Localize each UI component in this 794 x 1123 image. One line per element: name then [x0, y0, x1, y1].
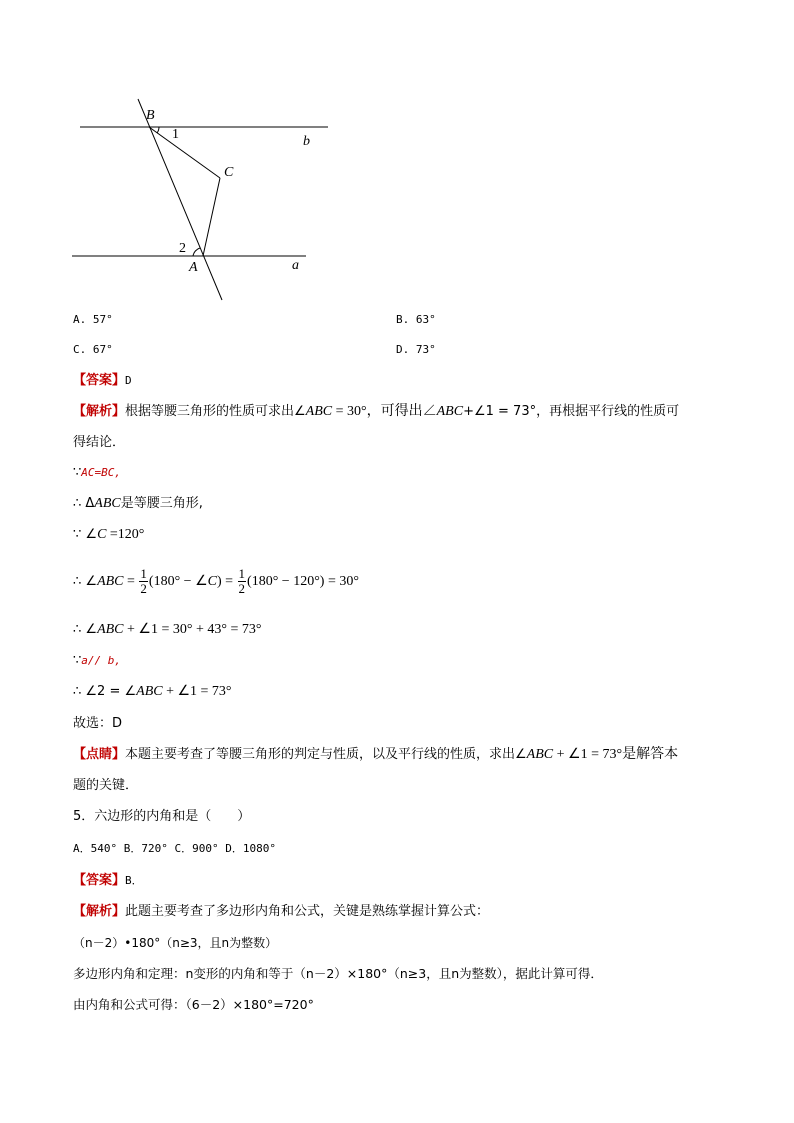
label-b-point: B — [146, 108, 155, 123]
segment-ca — [203, 178, 220, 256]
fraction-half — [238, 567, 247, 596]
analysis-abc: ABC — [305, 404, 333, 419]
tip-text: + ∠1 = 73°是解答本 — [553, 747, 679, 762]
step-text: ∴ ∠ — [73, 574, 98, 589]
angle-abc: ABC — [97, 622, 124, 637]
label-angle-1: 1 — [172, 127, 179, 142]
because-symbol: ∵ — [73, 465, 82, 480]
label-angle-2: 2 — [179, 241, 186, 256]
tip-tag: 【点睛】 — [73, 747, 126, 762]
angle-c: C — [207, 574, 217, 589]
step-text: ∵ ∠ — [73, 527, 98, 542]
q4-step-4 — [73, 566, 359, 598]
q5-calc: 由内角和公式可得：（6－2）×180°=720° — [73, 997, 314, 1012]
q5-options: A．540° B．720° C．900° D．1080° — [73, 842, 276, 855]
q4-step-3 — [73, 525, 144, 545]
q4-step-6 — [73, 651, 121, 671]
step-text: ) = — [216, 574, 237, 589]
q4-tip-line-2: 题的关键． — [73, 778, 139, 793]
analysis-text: 此题主要考查了多边形内角和公式，关键是熟练掌握计算公式： — [125, 904, 490, 919]
label-a-point: A — [189, 260, 198, 275]
triangle-abc: ABC — [94, 496, 121, 511]
analysis-text: 根据等腰三角形的性质可求出∠ — [125, 404, 306, 419]
tip-text: 本题主要考查了等腰三角形的判定与性质，以及平行线的性质，求出∠ — [125, 747, 527, 762]
label-line-a: a — [292, 258, 299, 273]
answer-tag: 【答案】 — [73, 373, 126, 388]
transversal-line — [138, 99, 222, 300]
q4-answer — [73, 371, 132, 391]
step-text: + ∠1 = 30° + 43° = 73° — [123, 622, 262, 637]
step-text: ∴ ∠2 = ∠ — [73, 684, 137, 699]
segment-bc — [149, 127, 220, 178]
answer-tag: 【答案】 — [73, 873, 126, 888]
q4-step-5 — [73, 620, 261, 640]
analysis-tag: 【解析】 — [73, 404, 126, 419]
option-b: B. 63° — [396, 313, 436, 326]
q4-step-2 — [73, 494, 203, 514]
step-text: 是等腰三角形, — [120, 496, 203, 511]
option-a: A. 57° — [73, 313, 113, 326]
fraction-denominator: 2 — [238, 581, 246, 596]
analysis-tag: 【解析】 — [73, 904, 126, 919]
angle-abc: ABC — [526, 747, 554, 762]
analysis-text: = 30°，可得出∠ — [332, 404, 437, 419]
q4-choice: 故选：D — [73, 716, 123, 731]
q5-theorem: 多边形内角和定理：n变形的内角和等于（n－2）×180°（n≥3，且n为整数），据此计算可得． — [73, 966, 603, 981]
geometry-figure — [60, 90, 340, 305]
angle-abc: ABC — [97, 574, 124, 589]
step-condition: AC=BC, — [81, 466, 122, 479]
q4-analysis-line-1 — [73, 402, 679, 422]
option-d: D. 73° — [396, 343, 436, 356]
angle-1-arc — [157, 127, 159, 133]
step-text: + ∠1 = 73° — [162, 684, 232, 699]
step-condition: a// b, — [81, 654, 122, 667]
angle-2-arc — [193, 248, 200, 256]
analysis-text: +∠1 = 73°，再根据平行线的性质可 — [463, 404, 680, 419]
q5-analysis-line-1 — [73, 902, 489, 922]
step-text: =120° — [106, 527, 145, 542]
q4-analysis-line-2: 得结论． — [73, 435, 126, 450]
q4-tip-line-1 — [73, 745, 678, 765]
because-symbol: ∵ — [73, 653, 82, 668]
option-c: C. 67° — [73, 343, 113, 356]
therefore-symbol: ∴ Δ — [73, 496, 95, 511]
q5-formula: （n－2）•180°（n≥3，且n为整数） — [73, 936, 278, 950]
analysis-abc: ABC — [436, 404, 464, 419]
step-text: ∴ ∠ — [73, 622, 98, 637]
q5-question: 5．六边形的内角和是（ ） — [73, 809, 251, 824]
q4-step-7 — [73, 682, 232, 702]
angle-c: C — [97, 527, 107, 542]
equals: = — [123, 574, 139, 589]
fraction-denominator: 2 — [140, 581, 147, 596]
label-line-b: b — [303, 134, 310, 149]
fraction-half — [139, 567, 148, 596]
q5-answer — [73, 871, 143, 891]
answer-value: B． — [125, 874, 143, 887]
answer-value: D — [125, 374, 132, 387]
step-text: (180° − 120°) = 30° — [247, 574, 359, 589]
parallel-lines-diagram — [60, 90, 340, 305]
angle-abc: ABC — [136, 684, 163, 699]
fraction-numerator: 1 — [238, 566, 246, 581]
fraction-numerator: 1 — [140, 566, 147, 581]
label-c-point: C — [224, 165, 234, 180]
q4-step-1 — [73, 463, 121, 483]
step-text: (180° − ∠ — [148, 574, 208, 589]
